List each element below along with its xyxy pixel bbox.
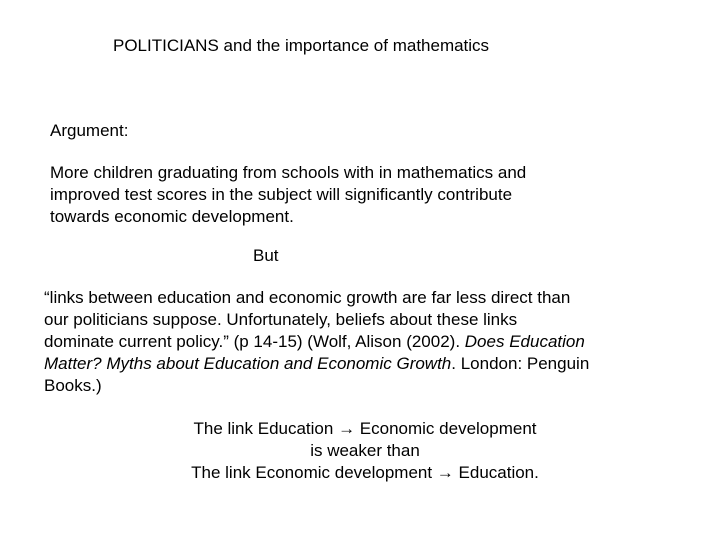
- argument-line: improved test scores in the subject will significantly contribute: [50, 185, 513, 204]
- title-rest: and the importance of mathematics: [218, 36, 490, 55]
- argument-text: [50, 162, 650, 228]
- but-label: But: [253, 246, 279, 265]
- conclusion-line: is weaker than: [310, 441, 420, 460]
- conclusion-line: The link Education → Economic development: [193, 419, 537, 438]
- quote-line: “links between education and economic growth are far less direct than: [44, 288, 571, 307]
- book-title-part: Matter? Myths about Education and Economic Growth: [44, 354, 452, 373]
- quote-text: dominate current policy.” (p 14-15) (Wolf, Alison (2002).: [44, 332, 465, 351]
- argument-line: More children graduating from schools with in mathematics and: [50, 163, 527, 182]
- slide-title: [113, 35, 489, 57]
- quote-line: Books.): [44, 376, 102, 395]
- quote-line: [44, 331, 684, 353]
- conclusion: [120, 418, 610, 484]
- quote-line: [44, 353, 684, 375]
- argument-line: towards economic development.: [50, 207, 294, 226]
- quotation: [44, 287, 684, 397]
- book-title-part: Does Education: [464, 332, 585, 351]
- title-caps: POLITICIANS: [113, 36, 219, 55]
- quote-text: . London: Penguin: [451, 354, 590, 373]
- conclusion-line: The link Economic development → Education.: [191, 463, 539, 482]
- argument-label: Argument:: [50, 121, 129, 140]
- quote-line: our politicians suppose. Unfortunately, beliefs about these links: [44, 310, 518, 329]
